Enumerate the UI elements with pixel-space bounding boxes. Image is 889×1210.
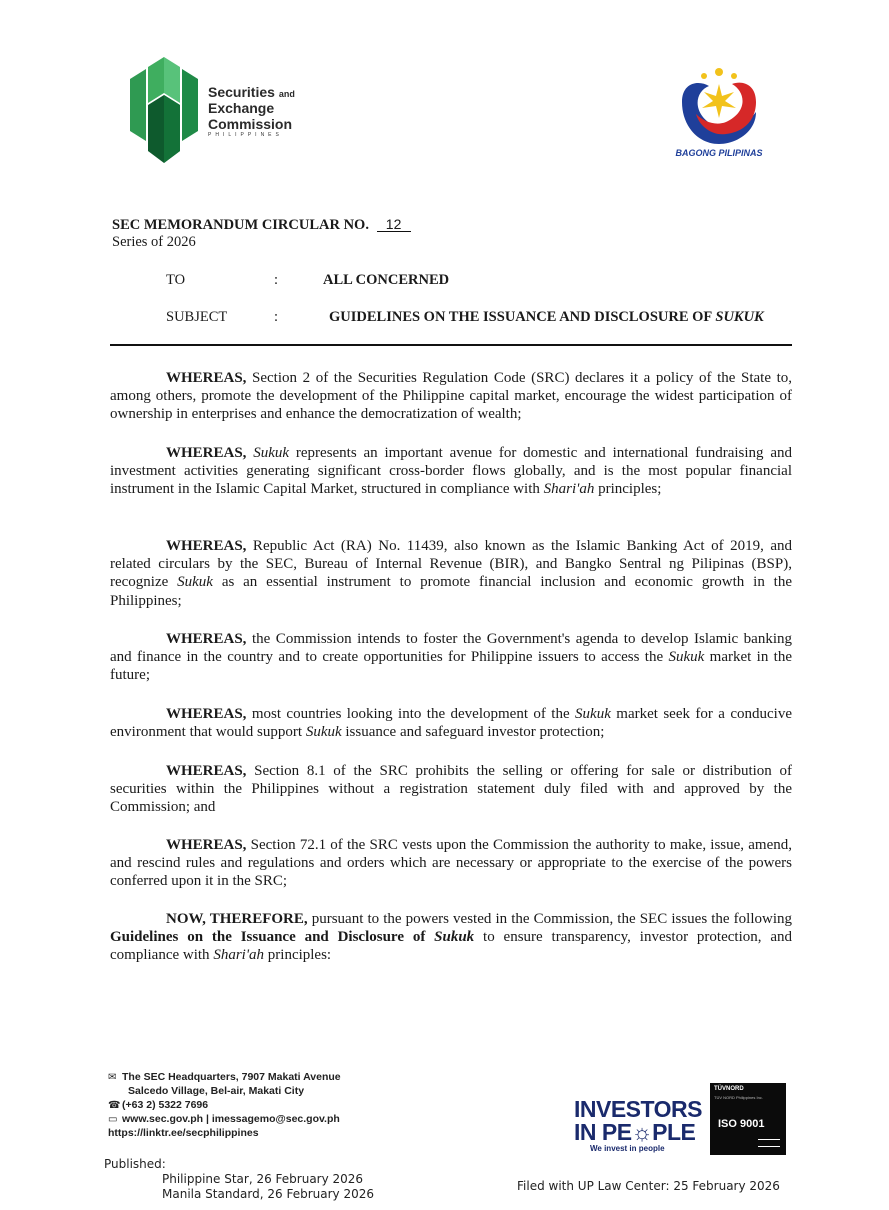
mail-icon: ✉: [108, 1072, 117, 1083]
to-value: ALL CONCERNED: [323, 272, 450, 288]
bagong-pilipinas-emblem-icon: [664, 62, 774, 146]
monitor-icon: ▭: [108, 1114, 118, 1125]
sec-name-line3: Commission: [208, 116, 293, 132]
paragraph-5: WHEREAS, most countries looking into the development of the Sukuk market seek for a conducive environment that would support Sukuk issuance and safeguard investor protection;: [110, 706, 792, 741]
iso-subtitle: TÜV NORD Philippines Inc.: [714, 1095, 763, 1100]
bagong-pilipinas-caption: BAGONG PILIPINAS: [675, 148, 763, 158]
sec-logo: [128, 55, 318, 167]
footer-address-line2: Salcedo Village, Bel-air, Makati City: [128, 1085, 305, 1097]
paragraph-2: WHEREAS, Sukuk represents an important avenue for domestic and international fundraising and investment activities generating significant cross-border flows globally, and is the most popular financial instrument in the Islamic Capital Market, structured in compliance with Shari'ah principles;: [110, 445, 792, 498]
iip-o-icon: ☼: [631, 1119, 653, 1145]
footer-phone: ☎ (+63 2) 5322 7696: [108, 1099, 209, 1111]
to-colon: :: [274, 272, 279, 288]
footer-web-email: ▭ www.sec.gov.ph | imessagemo@sec.gov.ph: [108, 1113, 340, 1125]
sec-name-line4: PHILIPPINES: [208, 132, 283, 138]
filed-with-law-center: Filed with UP Law Center: 25 February 2026: [517, 1179, 780, 1193]
subject-value: GUIDELINES ON THE ISSUANCE AND DISCLOSURE OF SUKUK: [329, 309, 764, 325]
header-divider: [110, 344, 792, 346]
paragraph-8: NOW, THEREFORE, pursuant to the powers vested in the Commission, the SEC issues the following Guidelines on the Issuance and Disclosure of Sukuk to ensure transparency, investor protection, and compliance with Shari'ah principles:: [110, 911, 792, 964]
investors-in-people-logo: [574, 1098, 708, 1154]
memo-title: [112, 217, 411, 234]
memo-title-prefix: SEC MEMORANDUM CIRCULAR NO.: [112, 217, 369, 233]
iip-line1: INVESTORS: [574, 1096, 702, 1122]
iso-certification-badge: [710, 1083, 786, 1155]
published-line2: Manila Standard, 26 February 2026: [162, 1187, 374, 1201]
paragraph-1: WHEREAS, Section 2 of the Securities Regulation Code (SRC) declares it a policy of the State to, among others, promote the development of the Philippine capital market, encourage the widest participation of ownership in enterprises and enhance the democratization of wealth;: [110, 370, 792, 423]
published-line1: Philippine Star, 26 February 2026: [162, 1172, 364, 1186]
paragraph-7: WHEREAS, Section 72.1 of the SRC vests upon the Commission the authority to make, issue, amend, and rescind rules and regulations and orders which are necessary or appropriate to the exercise of the powers conferred upon it in the SRC;: [110, 837, 792, 890]
iso-rule-1: [758, 1139, 780, 1140]
paragraph-4: WHEREAS, the Commission intends to foster the Government's agenda to develop Islamic banking and finance in the country and to create opportunities for Philippine issuers to access the Sukuk market in the future;: [110, 631, 792, 684]
sec-name-line2: Exchange: [208, 100, 275, 116]
bagong-pilipinas-logo: [664, 62, 774, 162]
paragraph-3: WHEREAS, Republic Act (RA) No. 11439, also known as the Islamic Banking Act of 2019, and related circulars by the SEC, Bureau of Internal Revenue (BIR), and Bangko Sentral ng Pilipinas (BSP), recognize Sukuk as an essential instrument to promote financial inclusion and economic growth in the Philippines;: [110, 538, 792, 609]
iip-tagline: We invest in people: [590, 1144, 665, 1153]
sec-name-line1: Securities and: [208, 84, 295, 100]
to-label: TO: [166, 272, 186, 288]
memo-series: Series of 2026: [112, 234, 196, 250]
subject-colon: :: [274, 309, 279, 325]
iso-label: ISO 9001: [718, 1118, 765, 1130]
footer-link[interactable]: https://linktr.ee/secphilippines: [108, 1127, 259, 1139]
memo-number: 12: [377, 217, 411, 232]
phone-icon: ☎: [108, 1100, 121, 1111]
published-label: Published:: [104, 1157, 166, 1171]
iso-brand: TÜVNORD: [714, 1086, 744, 1092]
paragraph-6: WHEREAS, Section 8.1 of the SRC prohibits the selling or offering for sale or distribution of securities within the Philippines without a registration statement duly filed with and approved by the Commission; and: [110, 763, 792, 816]
footer-address-line1: ✉ The SEC Headquarters, 7907 Makati Avenue: [108, 1071, 341, 1083]
iso-rule-2: [758, 1146, 780, 1147]
sec-emblem-icon: [128, 55, 200, 167]
iip-line2: IN PE☼PLE: [574, 1119, 696, 1145]
subject-label: SUBJECT: [166, 309, 228, 325]
